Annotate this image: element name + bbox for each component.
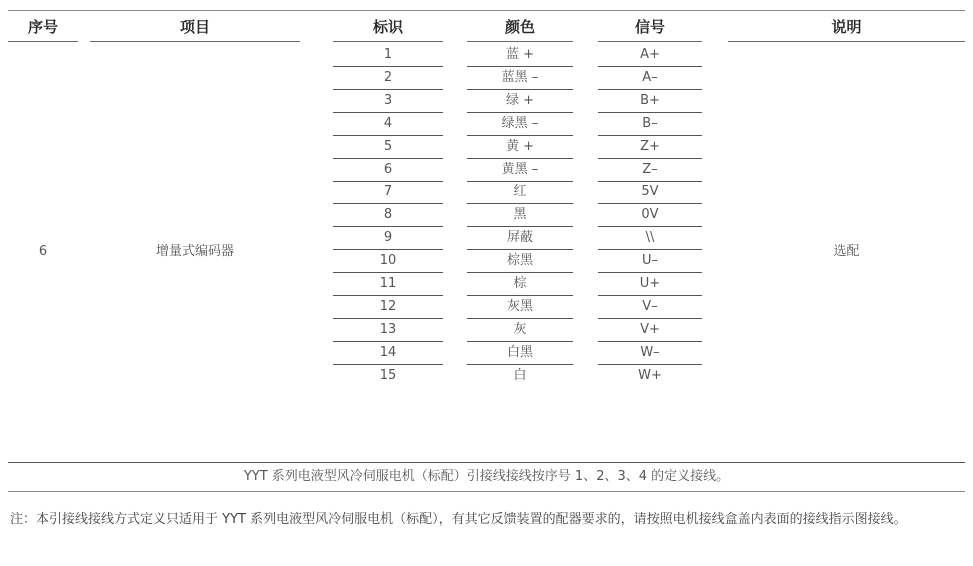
header-color: 颜色 [504,18,535,36]
cell-mark: 1 [383,47,393,62]
cell-signal: U– [641,253,658,269]
header-signal: 信号 [634,18,665,36]
cell-color: 棕 [513,276,527,291]
cell-signal: 0V [641,207,659,223]
header-item-underline [90,41,300,42]
cell-signal: B– [642,115,658,131]
item-value: 增量式编码器 [155,244,234,259]
cell-mark: 7 [383,184,393,200]
cell-color: 棕黑 [506,253,533,269]
cell-color: 白黑 [506,344,533,360]
header-seq-underline [8,41,78,42]
table-note-rule [8,491,965,492]
header-color-underline [467,41,573,42]
cell-mark: 13 [379,321,397,337]
cell-signal: V– [642,298,658,314]
header-signal-underline [598,41,702,42]
cell-color: 白 [513,367,527,383]
cell-mark: 10 [379,253,397,269]
header-desc-underline [728,41,965,42]
cell-signal: A– [642,69,658,85]
cell-color: 黄黑 – [501,161,539,177]
cell-color: 绿黑 – [501,115,539,131]
cell-mark: 11 [379,276,397,291]
header-desc: 说明 [831,18,862,36]
cell-signal: B+ [640,92,660,108]
cell-signal: U+ [639,276,661,291]
seq-value: 6 [38,244,48,259]
cell-signal: Z– [642,161,658,177]
cell-signal: V+ [640,321,660,337]
cell-signal: 5V [641,184,659,200]
cell-color: 黄 + [505,138,535,154]
cell-mark: 5 [383,138,393,154]
cell-signal: W+ [638,367,662,383]
cell-mark: 14 [379,344,397,360]
cell-color: 红 [513,184,527,200]
table-top-rule [8,10,965,11]
header-mark: 标识 [372,18,403,36]
cell-mark: 6 [383,161,393,177]
cell-mark: 15 [379,367,397,383]
cell-color: 屏蔽 [506,230,533,246]
cell-signal: W– [640,344,660,360]
cell-color: 蓝黑 – [501,69,539,85]
header-seq: 序号 [27,18,58,36]
cell-color: 绿 + [505,92,535,108]
header-item: 项目 [179,18,210,36]
cell-color: 黑 [513,207,527,223]
cell-signal: A+ [640,47,660,62]
header-mark-underline [333,41,443,42]
cell-color: 蓝 + [505,47,535,62]
cell-mark: 3 [383,92,393,108]
footnote: 注：本引接线接线方式定义只适用于 YYT 系列电液型风冷伺服电机（标配），有其它反馈装置的配器要求的，请按照电机接线盒盖内表面的接线指示图接线。 [10,512,907,527]
cell-color: 灰 [513,321,527,337]
cell-mark: 4 [383,115,393,131]
table-note: YYT 系列电液型风冷伺服电机（标配）引接线接线按序号 1、2、3、4 的定义接线。 [243,469,730,484]
desc-value: 选配 [833,244,860,259]
cell-signal: \\ [645,230,655,246]
cell-signal: Z+ [640,138,660,154]
cell-mark: 2 [383,69,393,85]
cell-mark: 8 [383,207,393,223]
cell-color: 灰黑 [506,298,533,314]
table-bottom-rule [8,462,965,463]
cell-mark: 9 [383,230,393,246]
cell-mark: 12 [379,298,397,314]
